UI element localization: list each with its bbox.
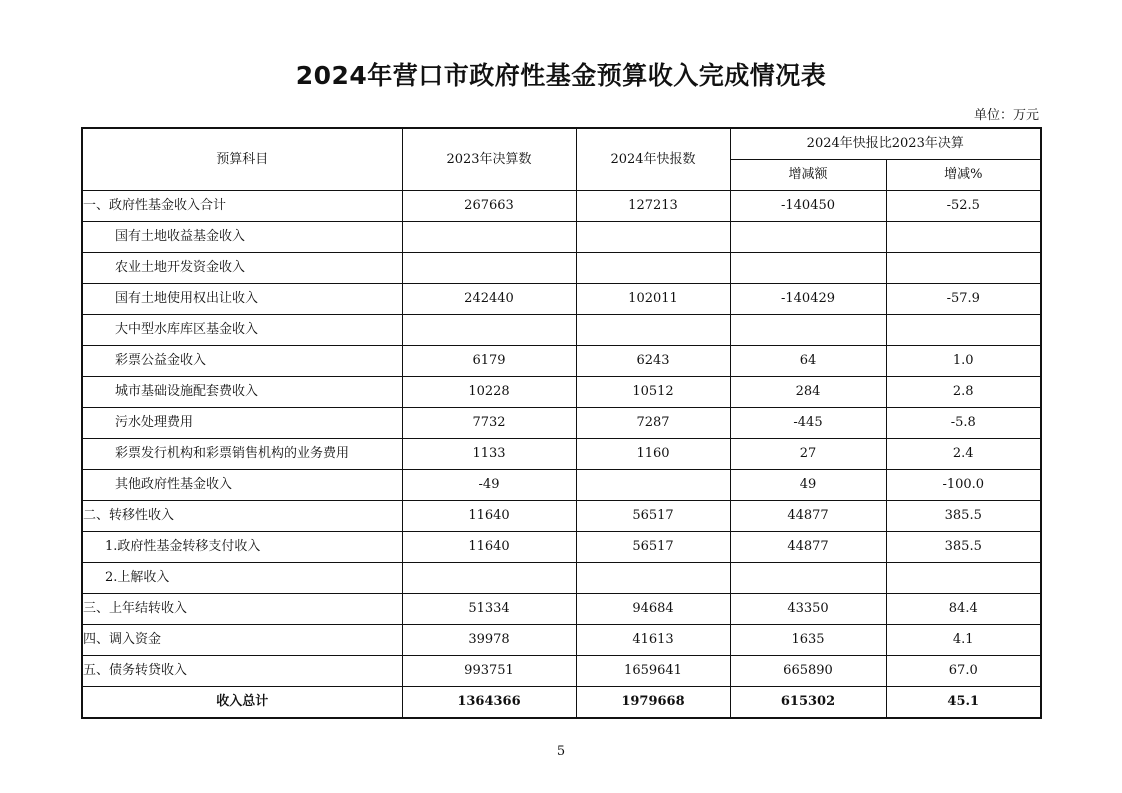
cell-subject: 一、政府性基金收入合计 [82, 191, 402, 222]
cell-subject: 污水处理费用 [82, 408, 402, 439]
cell-2023-final: 51334 [402, 594, 576, 625]
cell-2023-final: 242440 [402, 284, 576, 315]
cell-subject: 大中型水库库区基金收入 [82, 315, 402, 346]
cell-change-amount: 43350 [730, 594, 886, 625]
table-row [82, 408, 1041, 439]
table-row [82, 532, 1041, 563]
header-change-percent: 增减% [886, 160, 1041, 191]
table-row [82, 470, 1041, 501]
cell-total-2023-final: 1364366 [402, 687, 576, 719]
cell-subject: 2.上解收入 [82, 563, 402, 594]
cell-change-amount: -140450 [730, 191, 886, 222]
cell-subject: 四、调入资金 [82, 625, 402, 656]
page-title: 2024年营口市政府性基金预算收入完成情况表 [295, 61, 827, 90]
header-change-amount: 增减额 [730, 160, 886, 191]
table-row [82, 439, 1041, 470]
cell-2024-report: 41613 [576, 625, 730, 656]
table-row [82, 563, 1041, 594]
cell-2024-report: 7287 [576, 408, 730, 439]
cell-2023-final [402, 315, 576, 346]
header-2023-final: 2023年决算数 [402, 128, 576, 191]
cell-subject: 二、转移性收入 [82, 501, 402, 532]
cell-2024-report [576, 222, 730, 253]
cell-2024-report: 102011 [576, 284, 730, 315]
table-row [82, 346, 1041, 377]
cell-subject: 其他政府性基金收入 [82, 470, 402, 501]
cell-2023-final: 267663 [402, 191, 576, 222]
cell-change-percent: -52.5 [886, 191, 1041, 222]
cell-change-percent: -100.0 [886, 470, 1041, 501]
header-comparison: 2024年快报比2023年决算 [730, 128, 1041, 160]
cell-2023-final: 11640 [402, 501, 576, 532]
table-row [82, 191, 1041, 222]
cell-total-2024-report: 1979668 [576, 687, 730, 719]
cell-subject: 国有土地收益基金收入 [82, 222, 402, 253]
cell-total-change-amount: 615302 [730, 687, 886, 719]
table-row [82, 253, 1041, 284]
cell-change-amount [730, 253, 886, 284]
cell-change-percent: 1.0 [886, 346, 1041, 377]
cell-change-amount [730, 563, 886, 594]
table-row [82, 315, 1041, 346]
cell-2024-report [576, 470, 730, 501]
header-subject: 预算科目 [82, 128, 402, 191]
cell-subject: 彩票公益金收入 [82, 346, 402, 377]
unit-label: 单位：万元 [973, 108, 1039, 123]
cell-2024-report: 6243 [576, 346, 730, 377]
cell-2023-final: 10228 [402, 377, 576, 408]
cell-change-percent: 2.4 [886, 439, 1041, 470]
cell-2023-final: -49 [402, 470, 576, 501]
cell-change-percent [886, 253, 1041, 284]
cell-change-percent: 84.4 [886, 594, 1041, 625]
cell-2024-report [576, 563, 730, 594]
cell-change-percent [886, 563, 1041, 594]
cell-subject: 农业土地开发资金收入 [82, 253, 402, 284]
cell-change-percent: -57.9 [886, 284, 1041, 315]
cell-2024-report: 56517 [576, 532, 730, 563]
cell-2023-final [402, 222, 576, 253]
table-row [82, 284, 1041, 315]
cell-2024-report [576, 315, 730, 346]
cell-2023-final: 6179 [402, 346, 576, 377]
cell-change-amount [730, 222, 886, 253]
cell-2024-report: 127213 [576, 191, 730, 222]
cell-2023-final: 1133 [402, 439, 576, 470]
cell-change-percent: 385.5 [886, 501, 1041, 532]
cell-subject: 五、债务转贷收入 [82, 656, 402, 687]
cell-change-amount: 64 [730, 346, 886, 377]
table-row [82, 222, 1041, 253]
cell-change-percent [886, 315, 1041, 346]
cell-change-amount: -445 [730, 408, 886, 439]
cell-2023-final: 39978 [402, 625, 576, 656]
cell-2024-report [576, 253, 730, 284]
cell-change-amount: 49 [730, 470, 886, 501]
table-row [82, 377, 1041, 408]
cell-2024-report: 1659641 [576, 656, 730, 687]
cell-change-amount [730, 315, 886, 346]
cell-change-percent: 385.5 [886, 532, 1041, 563]
cell-subject: 1.政府性基金转移支付收入 [82, 532, 402, 563]
cell-2023-final: 11640 [402, 532, 576, 563]
total-row [82, 687, 1041, 719]
cell-subject: 三、上年结转收入 [82, 594, 402, 625]
cell-2024-report: 56517 [576, 501, 730, 532]
cell-2024-report: 1160 [576, 439, 730, 470]
cell-change-amount: 44877 [730, 501, 886, 532]
header-2024-report: 2024年快报数 [576, 128, 730, 191]
table-header [82, 128, 1041, 191]
table-row [82, 656, 1041, 687]
cell-change-percent: 2.8 [886, 377, 1041, 408]
cell-change-percent: 67.0 [886, 656, 1041, 687]
table-body [82, 191, 1041, 719]
cell-change-percent [886, 222, 1041, 253]
cell-total-change-percent: 45.1 [886, 687, 1041, 719]
cell-subject: 国有土地使用权出让收入 [82, 284, 402, 315]
cell-2024-report: 94684 [576, 594, 730, 625]
cell-change-amount: 44877 [730, 532, 886, 563]
table-row [82, 625, 1041, 656]
cell-change-percent: 4.1 [886, 625, 1041, 656]
cell-2023-final [402, 253, 576, 284]
cell-change-amount: 1635 [730, 625, 886, 656]
budget-table [81, 127, 1042, 719]
cell-change-amount: 284 [730, 377, 886, 408]
cell-change-amount: 665890 [730, 656, 886, 687]
cell-2023-final [402, 563, 576, 594]
table-row [82, 501, 1041, 532]
cell-total-label: 收入总计 [82, 687, 402, 719]
cell-subject: 城市基础设施配套费收入 [82, 377, 402, 408]
cell-2023-final: 7732 [402, 408, 576, 439]
cell-change-percent: -5.8 [886, 408, 1041, 439]
cell-subject: 彩票发行机构和彩票销售机构的业务费用 [82, 439, 402, 470]
page-number: 5 [556, 744, 566, 759]
cell-change-amount: 27 [730, 439, 886, 470]
cell-change-amount: -140429 [730, 284, 886, 315]
table-row [82, 594, 1041, 625]
cell-2023-final: 993751 [402, 656, 576, 687]
cell-2024-report: 10512 [576, 377, 730, 408]
